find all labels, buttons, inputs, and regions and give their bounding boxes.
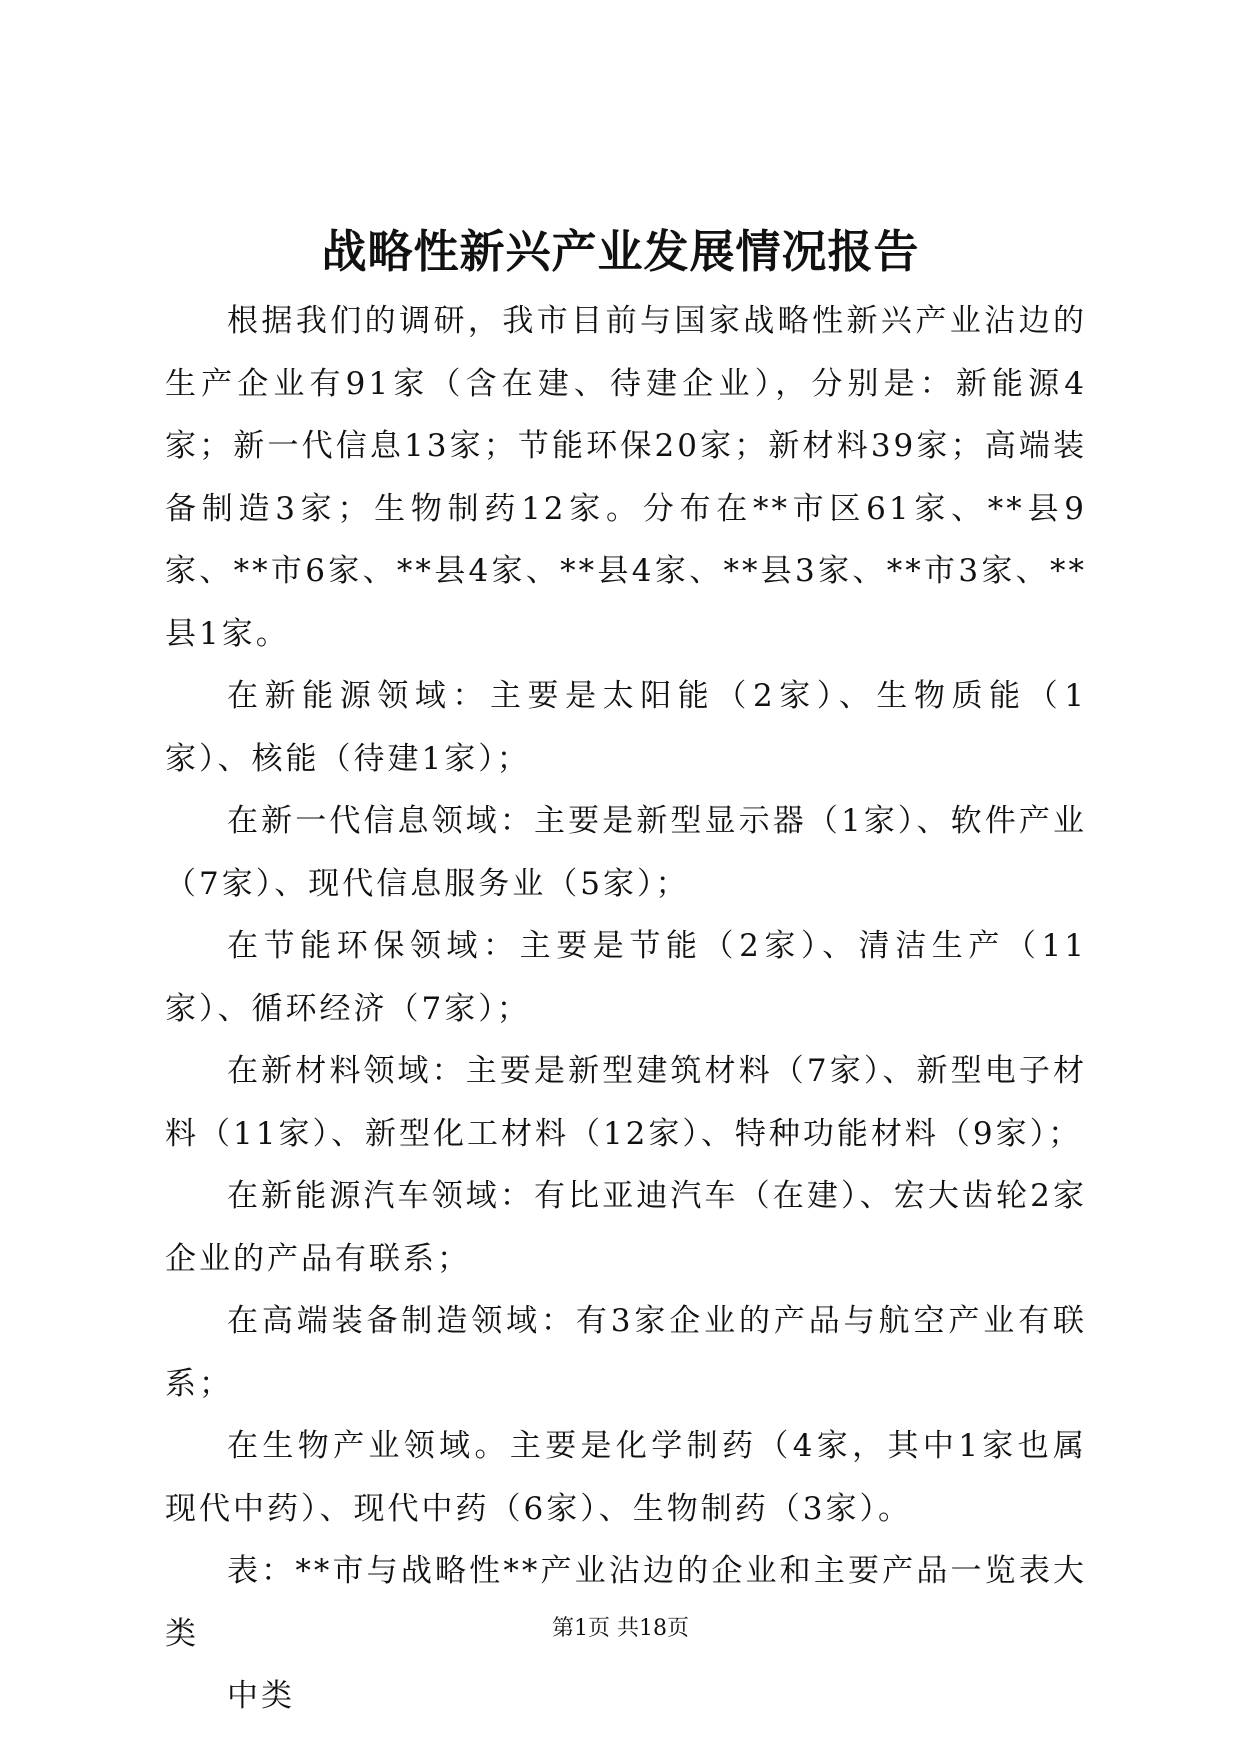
document-body bbox=[165, 290, 1087, 1728]
paragraph-information: 在新一代信息领域：主要是新型显示器（1家）、软件产业（7家）、现代信息服务业（5家）； bbox=[165, 803, 1087, 902]
paragraph-biotech: 在生物产业领域。主要是化学制药（4家，其中1家也属现代中药）、现代中药（6家）、生物制药（3家）。 bbox=[165, 1428, 1087, 1527]
document-title: 战略性新兴产业发展情况报告 bbox=[321, 225, 920, 278]
paragraph-energy-saving: 在节能环保领域：主要是节能（2家）、清洁生产（11家）、循环经济（7家）； bbox=[165, 928, 1087, 1027]
paragraph-new-materials: 在新材料领域：主要是新型建筑材料（7家）、新型电子材料（11家）、新型化工材料（12家）、特种功能材料（9家）； bbox=[165, 1053, 1087, 1152]
paragraph-table-caption: 表：**市与战略性**产业沾边的企业和主要产品一览表大类 bbox=[165, 1553, 1087, 1652]
paragraph-new-energy-vehicles: 在新能源汽车领域：有比亚迪汽车（在建）、宏大齿轮2家企业的产品有联系； bbox=[165, 1178, 1087, 1277]
paragraph-new-energy: 在新能源领域：主要是太阳能（2家）、生物质能（1家）、核能（待建1家）； bbox=[165, 678, 1087, 777]
page-footer: 第1页 共18页 bbox=[552, 1616, 689, 1641]
paragraph-overview: 根据我们的调研，我市目前与国家战略性新兴产业沾边的生产企业有91家（含在建、待建企业），分别是：新能源4家；新一代信息13家；节能环保20家；新材料39家；高端装备制造3家；生物制药12家。分布在**市区61家、**县9家、**市6家、**县4家、**县4家、**县3家、**市3家、**县1家。 bbox=[165, 303, 1087, 652]
paragraph-high-end-equipment: 在高端装备制造领域：有3家企业的产品与航空产业有联系； bbox=[165, 1303, 1087, 1402]
paragraph-table-subcaption: 中类 bbox=[227, 1678, 295, 1714]
